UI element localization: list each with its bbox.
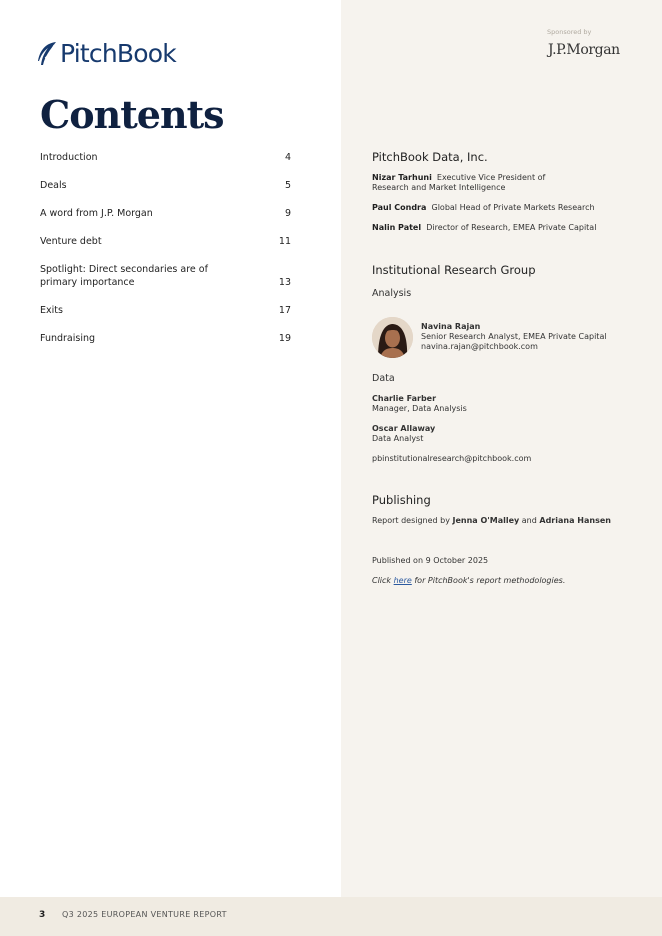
methodology-click: Click <box>372 576 392 585</box>
toc-item-page: 11 <box>278 236 291 247</box>
toc-item-page: 5 <box>284 180 291 191</box>
executive-name: Paul Condra <box>372 203 427 212</box>
toc-item[interactable] <box>40 151 291 164</box>
executive-entry <box>372 223 612 233</box>
analyst-email[interactable]: navina.rajan@pitchbook.com <box>421 342 538 351</box>
executive-entry <box>372 173 577 193</box>
methodology-suffix: for PitchBook's report methodologies. <box>414 576 566 585</box>
toc-item-label: Venture debt <box>40 236 102 247</box>
toc-item-label: A word from J.P. Morgan <box>40 208 153 219</box>
toc-item-label: Introduction <box>40 152 98 163</box>
group-email[interactable]: pbinstitutionalresearch@pitchbook.com <box>372 454 532 463</box>
publishing-heading: Publishing <box>372 493 431 507</box>
designed-and: and <box>521 516 537 525</box>
data-team-member <box>372 424 435 444</box>
data-heading: Data <box>372 373 395 384</box>
toc-item-page: 9 <box>284 208 291 219</box>
published-date: Published on 9 October 2025 <box>372 556 489 565</box>
toc-item[interactable] <box>40 235 291 248</box>
logo-wordmark: PitchBook <box>60 39 176 68</box>
toc-item-page: 19 <box>278 333 291 344</box>
toc-item-label: Exits <box>40 305 63 316</box>
toc-item[interactable] <box>40 332 291 345</box>
toc-item[interactable] <box>40 207 291 220</box>
toc-item-label: Fundraising <box>40 333 96 344</box>
designer-name: Adriana Hansen <box>539 516 611 525</box>
member-title: Data Analyst <box>372 434 424 443</box>
methodology-note <box>372 576 565 586</box>
credits-panel <box>341 0 662 897</box>
page-number: 3 <box>39 910 46 920</box>
analyst-avatar <box>372 317 413 358</box>
pitchbook-feather-icon <box>36 41 58 67</box>
toc-item[interactable] <box>40 179 291 192</box>
irg-heading: Institutional Research Group <box>372 263 536 277</box>
pitchbook-logo <box>36 40 176 68</box>
designer-name: Jenna O'Malley <box>452 516 520 525</box>
member-name: Oscar Allaway <box>372 424 436 433</box>
toc-item-label: Deals <box>40 180 67 191</box>
executive-name: Nizar Tarhuni <box>372 173 432 182</box>
member-title: Manager, Data Analysis <box>372 404 467 413</box>
executive-entry <box>372 203 612 213</box>
executive-name: Nalin Patel <box>372 223 422 232</box>
contents-title: Contents <box>40 92 224 137</box>
designed-prefix: Report designed by <box>372 516 450 525</box>
data-team-member <box>372 394 467 414</box>
executive-title: Director of Research, EMEA Private Capital <box>426 223 597 232</box>
company-heading: PitchBook Data, Inc. <box>372 150 488 164</box>
executive-title: Global Head of Private Markets Research <box>431 203 595 212</box>
analysis-heading: Analysis <box>372 288 412 299</box>
toc-item-label: Spotlight: Direct secondaries are of primary importance <box>40 264 208 288</box>
report-name: Q3 2025 EUROPEAN VENTURE REPORT <box>62 910 227 919</box>
page-footer <box>0 897 662 936</box>
member-name: Charlie Farber <box>372 394 437 403</box>
methodology-link[interactable]: here <box>393 576 412 585</box>
toc-item-page: 4 <box>284 152 291 163</box>
analyst-name: Navina Rajan <box>421 322 481 331</box>
toc-item-page: 17 <box>278 305 291 316</box>
analyst-info <box>421 322 607 352</box>
sponsor-label: Sponsored by <box>547 28 592 36</box>
sponsor-logo: J.P.Morgan <box>548 42 620 58</box>
designed-by <box>372 516 611 526</box>
toc-item[interactable] <box>40 263 291 289</box>
toc-item-page: 13 <box>278 277 291 288</box>
toc-item[interactable] <box>40 304 291 317</box>
analyst-title: Senior Research Analyst, EMEA Private Capital <box>421 332 607 341</box>
executive-title: Executive Vice President of Research and Market Intelligence <box>372 173 546 192</box>
